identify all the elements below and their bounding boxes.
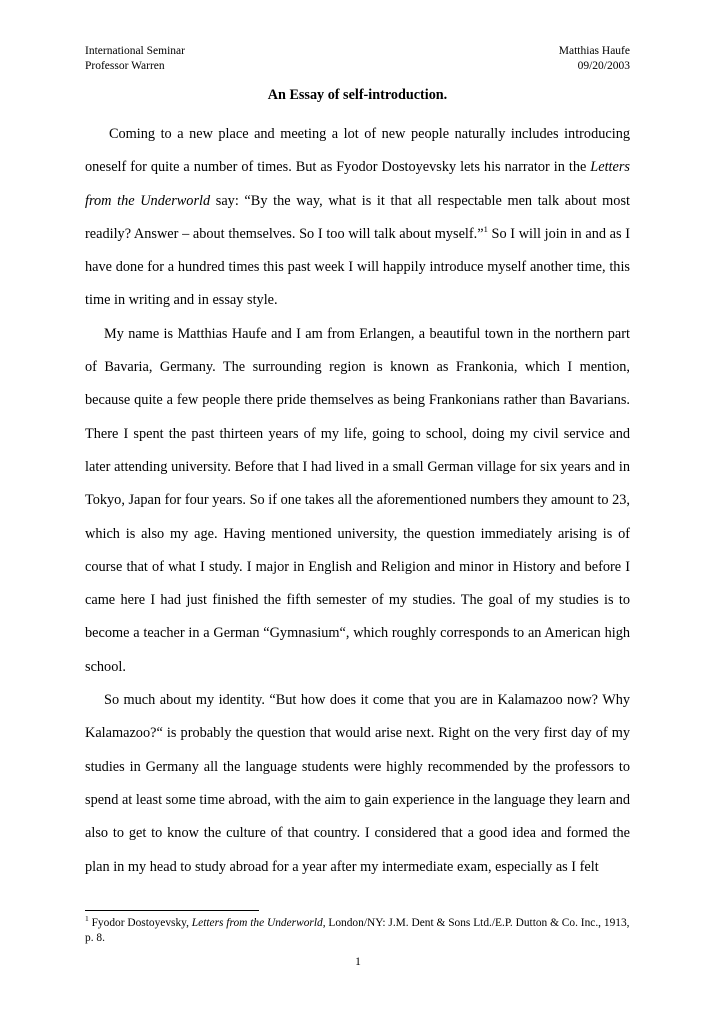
- footnote-reference: 1: [483, 223, 488, 234]
- footnote-author: Fyodor Dostoyevsky,: [88, 917, 192, 929]
- footnote-details: , London/NY: J.M. Dent & Sons Ltd./E.P. Dutton & Co. Inc., 1913, p. 8.: [85, 917, 630, 945]
- professor-name: Professor Warren: [85, 60, 165, 72]
- header-right: [559, 44, 630, 74]
- essay-body: [85, 118, 630, 884]
- book-title-italic: Letters from the Underworld: [85, 159, 630, 209]
- paragraph-1-text-a: Coming to a new place and meeting a lot of new people naturally includes introducing oneself for quite a number of times. But as Fyodor Dostoyevsky lets his narrator in the: [85, 126, 630, 176]
- author-name: Matthias Haufe: [558, 45, 630, 57]
- paragraph-3: So much about my identity. “But how does it come that you are in Kalamazoo now? Why Kalamazoo?“ is probably the question that would arise next. Right on the very first day of my studies in Germany all the language students were highly recommended by the professors to spend at least some time abroad, with the aim to gain experience in the language they learn and also to get to know the culture of that country. I considered that a good idea and formed the plan in my head to study abroad for a year after my intermediate exam, especially as I felt: [85, 692, 630, 875]
- paragraph-1: [85, 118, 630, 318]
- footnote: [85, 916, 630, 947]
- course-name: International Seminar: [85, 45, 185, 57]
- paragraph-1-text-b: say: “By the way, what is it that all respectable men talk about most readily? Answer – about themselves. So I too will talk about myself.”: [85, 192, 630, 242]
- header-left: [85, 44, 185, 74]
- page-number: 1: [355, 956, 361, 968]
- footnote-separator: [85, 910, 259, 911]
- paragraph-2: My name is Matthias Haufe and I am from Erlangen, a beautiful town in the northern part of Bavaria, Germany. The surrounding region is known as Frankonia, which I mention, because quite a few people there pride themselves as being Frankonians rather than Bavarians. There I spent the past thirteen years of my life, going to school, doing my civil service and later attending university. Before that I had lived in a small German village for six years and in Tokyo, Japan for four years. So if one takes all the aforementioned numbers they amount to 23, which is also my age. Having mentioned university, the question immediately arising is of course that of what I study. I major in English and Religion and minor in History and before I came here I had just finished the fifth semester of my studies. The goal of my studies is to become a teacher in a German “Gymnasium“, which roughly corresponds to an American high school.: [85, 325, 630, 675]
- footnote-number: 1: [85, 914, 89, 923]
- paragraph-1-text-c: So I will join in and as I have done for a hundred times this past week I will happily introduce myself another time, this time in writing and in essay style.: [85, 225, 631, 309]
- essay-title: An Essay of self-introduction.: [267, 87, 448, 103]
- essay-date: 09/20/2003: [577, 60, 630, 72]
- footnote-book-title: Letters from the Underworld: [191, 917, 323, 929]
